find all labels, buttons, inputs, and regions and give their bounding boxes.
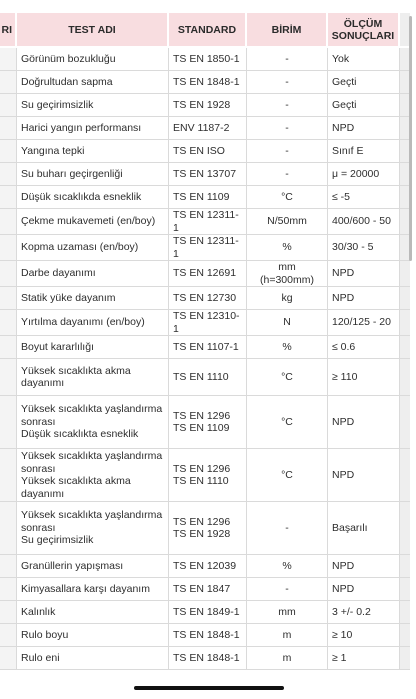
result-cell: ≤ -5 (328, 186, 400, 209)
test-name-line: Düşük sıcaklıkda esneklik (21, 190, 142, 203)
header-result: ÖLÇÜM SONUÇLARI (328, 13, 400, 48)
row-scroll-gutter (400, 624, 410, 647)
test-name-line: dayanımı (21, 377, 65, 389)
test-name-cell (17, 140, 169, 163)
test-name-line: Rulo boyu (21, 628, 69, 641)
standard-cell (169, 647, 247, 670)
standard-cell (169, 235, 247, 261)
standard-line: TS EN 1296 (173, 462, 231, 475)
standard-line: TS EN 1848-1 (173, 75, 240, 88)
test-name-line: Granüllerin yapışması (21, 559, 124, 572)
standard-cell (169, 555, 247, 578)
row-scroll-gutter (400, 396, 410, 449)
row-cut-cell (0, 624, 17, 647)
test-name-line: Doğrultudan sapma (21, 75, 113, 88)
standard-line: TS EN 12310-1 (173, 310, 240, 335)
test-name-line: Çekme mukavemeti (en/boy) (21, 215, 156, 228)
unit-cell: - (247, 163, 328, 186)
table-row (0, 235, 410, 261)
test-name-line: Su buharı geçirgenliği (21, 167, 123, 180)
table-row (0, 502, 410, 555)
standard-cell (169, 359, 247, 396)
standard-line: TS EN 1109 (173, 422, 230, 434)
standard-cell (169, 261, 247, 287)
table-row (0, 287, 410, 310)
row-scroll-gutter (400, 336, 410, 359)
standard-line: TS EN 13707 (173, 167, 237, 180)
row-cut-cell (0, 163, 17, 186)
test-name-cell (17, 186, 169, 209)
table-row (0, 186, 410, 209)
standard-cell (169, 578, 247, 601)
table-row (0, 359, 410, 396)
standard-line: TS EN 12730 (173, 291, 237, 304)
test-name-cell (17, 647, 169, 670)
standard-cell (169, 502, 247, 555)
row-cut-cell (0, 601, 17, 624)
test-name-line: Kopma uzaması (en/boy) (21, 241, 139, 254)
test-name-cell (17, 578, 169, 601)
test-name-line: dayanımı (21, 487, 65, 500)
unit-cell: N/50mm (247, 209, 328, 235)
test-name-cell (17, 555, 169, 578)
table-row (0, 647, 410, 670)
result-cell: NPD (328, 555, 400, 578)
scrollbar[interactable] (409, 16, 412, 261)
test-name-cell (17, 235, 169, 261)
unit-cell: m (247, 624, 328, 647)
row-cut-cell (0, 186, 17, 209)
test-name-line: Yüksek sıcaklıkta akma (21, 364, 131, 377)
test-name-line: Görünüm bozukluğu (21, 52, 116, 65)
standard-line: TS EN 1107-1 (173, 340, 239, 353)
standard-line: TS EN 1928 (173, 98, 231, 111)
unit-cell: % (247, 555, 328, 578)
unit-cell: % (247, 235, 328, 261)
standard-line: TS EN 12039 (173, 559, 237, 572)
unit-cell: - (247, 117, 328, 140)
standard-cell (169, 287, 247, 310)
row-cut-cell (0, 287, 17, 310)
result-cell: NPD (328, 396, 400, 449)
unit-cell: mm (h=300mm) (247, 261, 328, 287)
test-name-cell (17, 287, 169, 310)
test-name-line: Düşük sıcaklıkta esneklik (21, 428, 139, 441)
row-scroll-gutter (400, 578, 410, 601)
table-body (0, 48, 410, 670)
test-name-line: Yangına tepki (21, 144, 85, 157)
result-cell: NPD (328, 287, 400, 310)
test-name-cell (17, 336, 169, 359)
row-cut-cell (0, 555, 17, 578)
result-cell: Geçti (328, 94, 400, 117)
test-name-cell (17, 209, 169, 235)
table-row (0, 310, 410, 336)
test-name-cell (17, 359, 169, 396)
test-name-cell (17, 48, 169, 71)
table-row (0, 578, 410, 601)
standard-line: TS EN 1850-1 (173, 52, 240, 65)
unit-cell: N (247, 310, 328, 336)
standard-line: TS EN 1848-1 (173, 628, 240, 641)
unit-cell: - (247, 48, 328, 71)
test-name-cell (17, 117, 169, 140)
row-cut-cell (0, 449, 17, 502)
result-cell: NPD (328, 449, 400, 502)
unit-cell: m (247, 647, 328, 670)
unit-cell: °C (247, 186, 328, 209)
standard-line: TS EN 1109 (173, 190, 230, 203)
unit-cell: - (247, 502, 328, 555)
standard-cell (169, 94, 247, 117)
standard-cell (169, 71, 247, 94)
standard-line: TS EN 12311-1 (173, 235, 239, 260)
test-name-cell (17, 449, 169, 502)
test-name-line: Darbe dayanımı (21, 267, 96, 280)
row-scroll-gutter (400, 310, 410, 336)
test-name-line: Kalınlık (21, 605, 56, 618)
row-cut-cell (0, 502, 17, 555)
header-unit: BİRİM (247, 13, 328, 48)
result-cell: ≥ 10 (328, 624, 400, 647)
unit-cell: % (247, 336, 328, 359)
table-row (0, 261, 410, 287)
test-results-table (0, 13, 410, 670)
standard-cell (169, 624, 247, 647)
unit-cell: - (247, 94, 328, 117)
row-cut-cell (0, 310, 17, 336)
result-cell: ≥ 1 (328, 647, 400, 670)
row-scroll-gutter (400, 359, 410, 396)
test-name-line: Yüksek sıcaklıkta yaşlandırma (21, 403, 163, 416)
standard-line: TS EN 1928 (173, 528, 231, 540)
table-row (0, 396, 410, 449)
test-name-cell (17, 624, 169, 647)
header-standard: STANDARD (169, 13, 247, 48)
unit-cell: °C (247, 359, 328, 396)
test-name-cell (17, 396, 169, 449)
result-cell: 400/600 - 50 (328, 209, 400, 235)
standard-cell (169, 396, 247, 449)
row-scroll-gutter (400, 287, 410, 310)
standard-cell (169, 186, 247, 209)
row-cut-cell (0, 578, 17, 601)
test-name-line: sonrası (21, 462, 56, 475)
result-cell: μ = 20000 (328, 163, 400, 186)
standard-cell (169, 117, 247, 140)
test-name-line: Kimyasallara karşı dayanım (21, 582, 150, 595)
result-cell: NPD (328, 261, 400, 287)
test-name-line: Yüksek sıcaklıkta yaşlandırma (21, 450, 163, 462)
row-scroll-gutter (400, 261, 410, 287)
standard-line: TS EN ISO (173, 144, 225, 157)
test-name-line: sonrası (21, 521, 56, 534)
standard-cell (169, 48, 247, 71)
test-name-cell (17, 601, 169, 624)
unit-cell: - (247, 140, 328, 163)
row-cut-cell (0, 71, 17, 94)
table-row (0, 336, 410, 359)
standard-line: TS EN 1849-1 (173, 605, 240, 618)
standard-line: TS EN 1296 (173, 515, 231, 528)
unit-cell: - (247, 71, 328, 94)
standard-cell (169, 601, 247, 624)
standard-cell (169, 336, 247, 359)
standard-line: TS EN 12311-1 (173, 209, 239, 234)
table-row (0, 624, 410, 647)
unit-cell: - (247, 578, 328, 601)
test-name-cell (17, 163, 169, 186)
test-name-line: Yüksek sıcaklıkta akma (21, 475, 131, 487)
row-cut-cell (0, 359, 17, 396)
unit-cell: °C (247, 396, 328, 449)
standard-cell (169, 140, 247, 163)
unit-cell: mm (247, 601, 328, 624)
row-scroll-gutter (400, 502, 410, 555)
test-name-cell (17, 502, 169, 555)
header-cut-column: RI (0, 13, 17, 48)
row-cut-cell (0, 209, 17, 235)
test-name-line: Yüksek sıcaklıkta yaşlandırma (21, 509, 163, 522)
result-cell: 30/30 - 5 (328, 235, 400, 261)
standard-line: TS EN 1110 (173, 370, 229, 383)
standard-line: TS EN 1848-1 (173, 651, 240, 664)
row-cut-cell (0, 140, 17, 163)
test-name-cell (17, 94, 169, 117)
row-scroll-gutter (400, 555, 410, 578)
row-cut-cell (0, 396, 17, 449)
home-indicator[interactable] (134, 686, 284, 690)
result-cell: ≥ 110 (328, 359, 400, 396)
standard-line: TS EN 1296 (173, 409, 231, 422)
unit-cell: °C (247, 449, 328, 502)
result-cell: Yok (328, 48, 400, 71)
row-cut-cell (0, 647, 17, 670)
standard-cell (169, 209, 247, 235)
table-row (0, 209, 410, 235)
test-name-cell (17, 310, 169, 336)
table-row (0, 163, 410, 186)
table-row (0, 601, 410, 624)
result-cell: 120/125 - 20 (328, 310, 400, 336)
result-cell: ≤ 0.6 (328, 336, 400, 359)
result-cell: Başarılı (328, 502, 400, 555)
row-cut-cell (0, 94, 17, 117)
table-row (0, 555, 410, 578)
table-row (0, 449, 410, 502)
standard-cell (169, 163, 247, 186)
test-name-line: Harici yangın performansı (21, 121, 142, 134)
standard-cell (169, 449, 247, 502)
table-header-row (0, 13, 410, 48)
test-name-line: Yırtılma dayanımı (en/boy) (21, 316, 145, 329)
table-row (0, 71, 410, 94)
result-cell: Sınıf E (328, 140, 400, 163)
row-scroll-gutter (400, 601, 410, 624)
result-cell: 3 +/- 0.2 (328, 601, 400, 624)
result-cell: Geçti (328, 71, 400, 94)
row-cut-cell (0, 117, 17, 140)
test-name-line: sonrası (21, 415, 56, 428)
standard-line: TS EN 1847 (173, 582, 231, 595)
row-cut-cell (0, 336, 17, 359)
result-cell: NPD (328, 117, 400, 140)
test-name-line: Rulo eni (21, 651, 60, 664)
test-name-line: Su geçirimsizlik (21, 534, 94, 547)
table-row (0, 117, 410, 140)
result-cell: NPD (328, 578, 400, 601)
row-cut-cell (0, 48, 17, 71)
test-name-cell (17, 261, 169, 287)
test-name-cell (17, 71, 169, 94)
header-test-name: TEST ADI (17, 13, 169, 48)
row-scroll-gutter (400, 647, 410, 670)
unit-cell: kg (247, 287, 328, 310)
test-name-line: Su geçirimsizlik (21, 98, 94, 111)
test-name-line: Boyut kararlılığı (21, 340, 94, 353)
standard-cell (169, 310, 247, 336)
standard-line: ENV 1187-2 (173, 121, 230, 134)
row-cut-cell (0, 235, 17, 261)
standard-line: TS EN 1110 (173, 475, 229, 487)
table-row (0, 94, 410, 117)
standard-line: TS EN 12691 (173, 267, 237, 280)
row-scroll-gutter (400, 449, 410, 502)
row-cut-cell (0, 261, 17, 287)
table-row (0, 48, 410, 71)
test-name-line: Statik yüke dayanım (21, 291, 116, 304)
table-row (0, 140, 410, 163)
